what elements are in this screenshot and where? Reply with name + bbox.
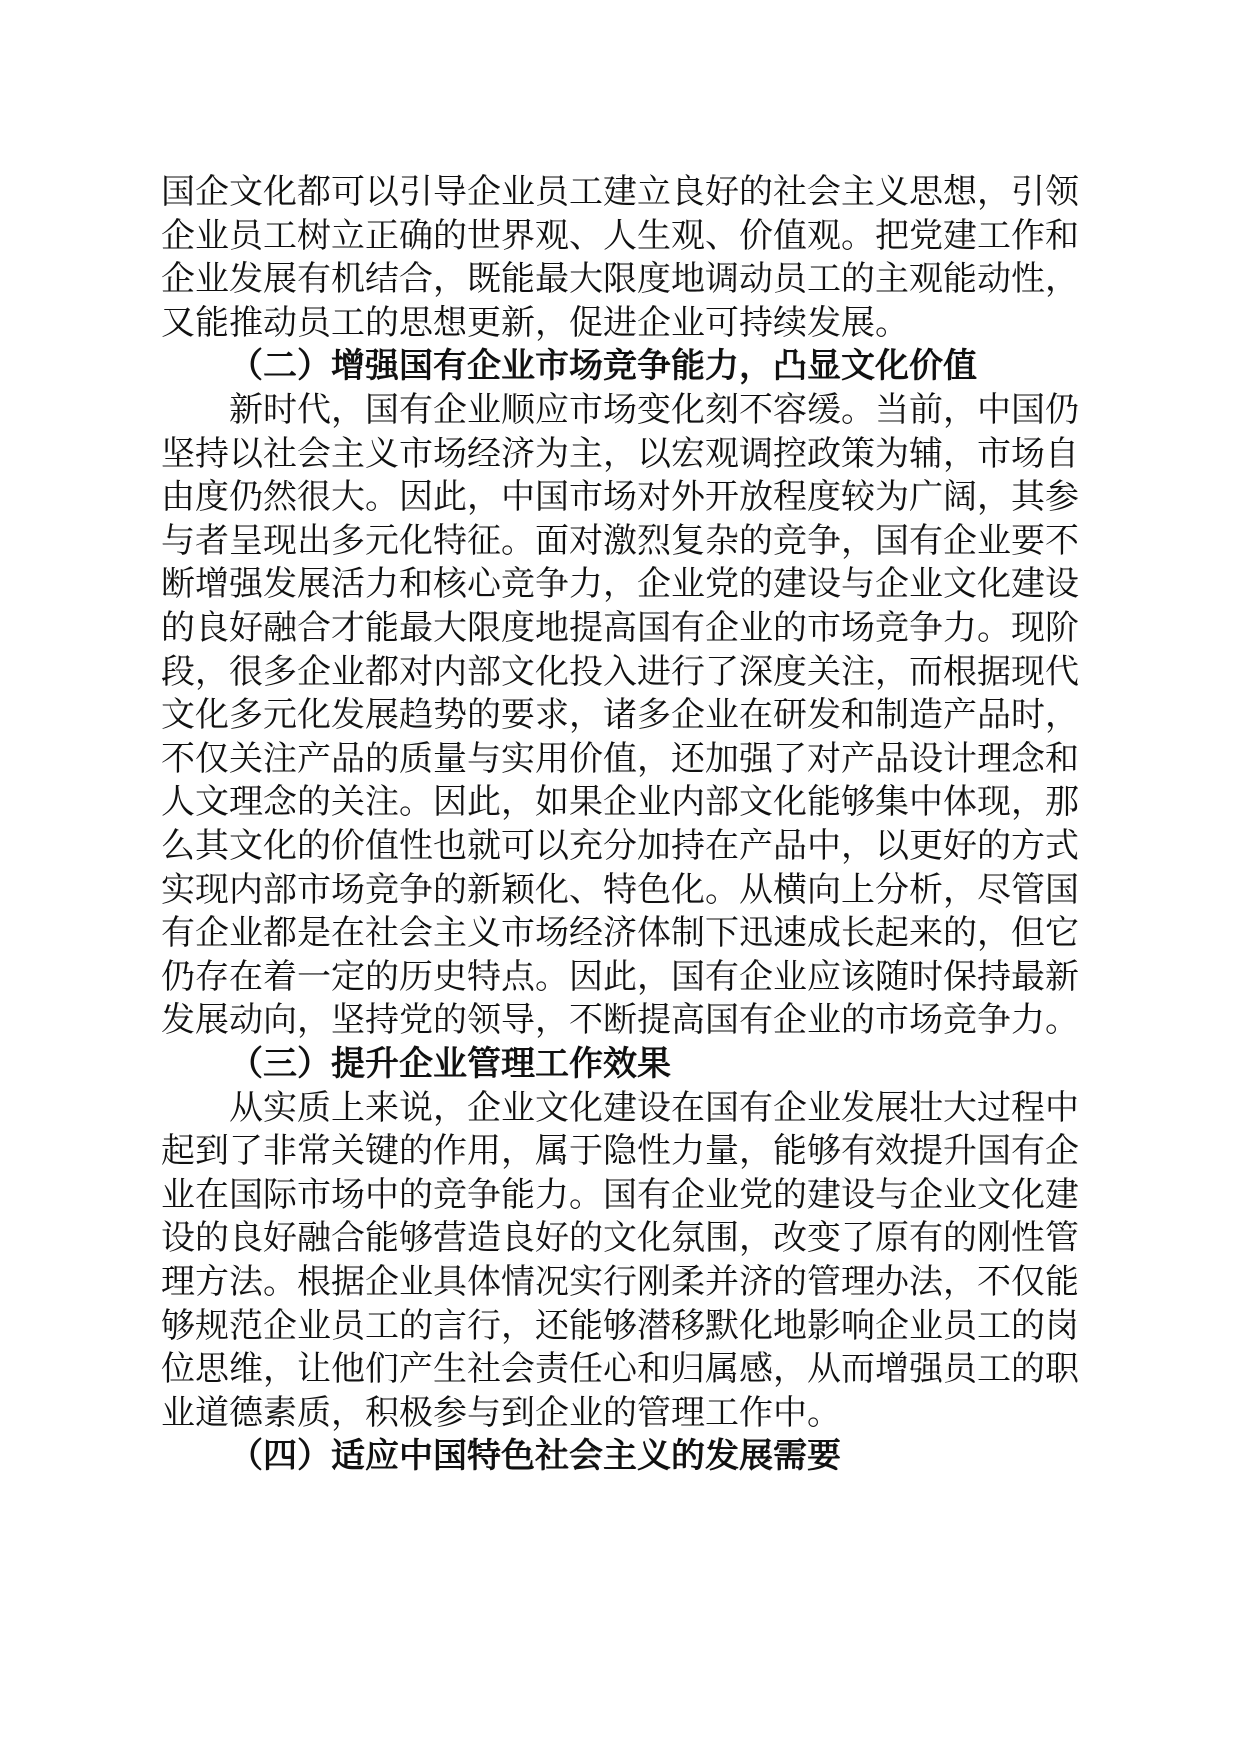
- paragraph-line: 设的良好融合能够营造良好的文化氛围，改变了原有的刚性管: [161, 1218, 1079, 1259]
- paragraph-line: 发展动向，坚持党的领导，不断提高国有企业的市场竞争力。: [161, 1000, 1079, 1041]
- paragraph-line: 坚持以社会主义市场经济为主，以宏观调控政策为辅，市场自: [161, 433, 1079, 474]
- paragraph-line: 与者呈现出多元化特征。面对激烈复杂的竞争，国有企业要不: [161, 520, 1079, 561]
- paragraph-line: 位思维，让他们产生社会责任心和归属感，从而增强员工的职: [161, 1349, 1079, 1390]
- paragraph-line: 的良好融合才能最大限度地提高国有企业的市场竞争力。现阶: [161, 608, 1079, 648]
- paragraph-line: 由度仍然很大。因此，中国市场对外开放程度较为广阔，其参: [161, 477, 1079, 518]
- paragraph-line: 理方法。根据企业具体情况实行刚柔并济的管理办法，不仅能: [161, 1262, 1079, 1302]
- paragraph-line: 实现内部市场竞争的新颖化、特色化。从横向上分析，尽管国: [161, 869, 1079, 910]
- paragraph-line: 新时代，国有企业顺应市场变化刻不容缓。当前，中国仍: [229, 390, 1079, 430]
- paragraph-line: 断增强发展活力和核心竞争力，企业党的建设与企业文化建设: [161, 564, 1079, 605]
- paragraph-line: 从实质上来说，企业文化建设在国有企业发展壮大过程中: [229, 1087, 1079, 1128]
- paragraph-line: 又能推动员工的思想更新，促进企业可持续发展。: [161, 302, 909, 343]
- section-heading-4: （四）适应中国特色社会主义的发展需要: [229, 1436, 841, 1477]
- paragraph-line: 不仅关注产品的质量与实用价值，还加强了对产品设计理念和: [161, 738, 1079, 779]
- paragraph-line: 企业发展有机结合，既能最大限度地调动员工的主观能动性，: [161, 259, 1079, 300]
- paragraph-line: 国企文化都可以引导企业员工建立良好的社会主义思想，引领: [161, 172, 1079, 212]
- section-heading-2: （二）增强国有企业市场竞争能力，凸显文化价值: [229, 346, 977, 387]
- paragraph-line: 企业员工树立正确的世界观、人生观、价值观。把党建工作和: [161, 215, 1079, 256]
- paragraph-line: 起到了非常关键的作用，属于隐性力量，能够有效提升国有企: [161, 1131, 1079, 1172]
- paragraph-line: 业在国际市场中的竞争能力。国有企业党的建设与企业文化建: [161, 1174, 1079, 1215]
- paragraph-line: 么其文化的价值性也就可以充分加持在产品中，以更好的方式: [161, 826, 1079, 866]
- paragraph-line: 够规范企业员工的言行，还能够潜移默化地影响企业员工的岗: [161, 1305, 1079, 1346]
- paragraph-line: 业道德素质，积极参与到企业的管理工作中。: [161, 1392, 841, 1433]
- paragraph-line: 人文理念的关注。因此，如果企业内部文化能够集中体现，那: [161, 782, 1079, 823]
- paragraph-line: 仍存在着一定的历史特点。因此，国有企业应该随时保持最新: [161, 956, 1079, 997]
- section-heading-3: （三）提升企业管理工作效果: [229, 1044, 671, 1084]
- paragraph-line: 有企业都是在社会主义市场经济体制下迅速成长起来的，但它: [161, 913, 1079, 954]
- paragraph-line: 文化多元化发展趋势的要求，诸多企业在研发和制造产品时，: [161, 695, 1079, 736]
- paragraph-line: 段，很多企业都对内部文化投入进行了深度关注，而根据现代: [161, 651, 1079, 692]
